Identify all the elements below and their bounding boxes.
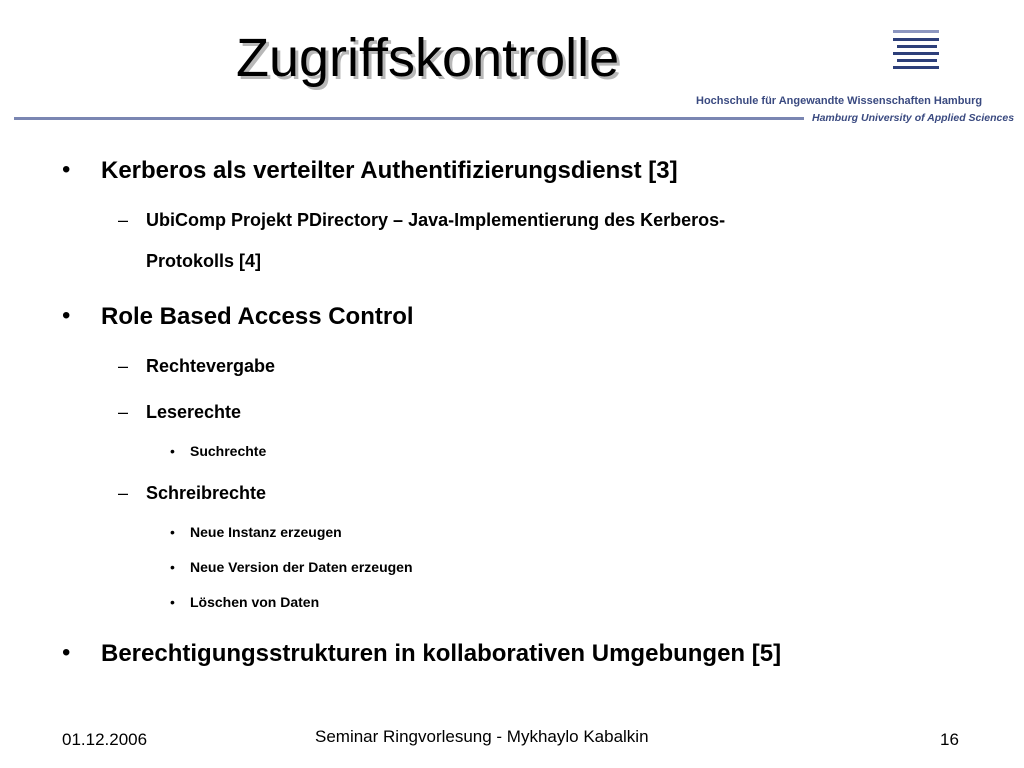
- bullet-text: Role Based Access Control: [101, 303, 414, 330]
- bullet-text: Rechtevergabe: [146, 356, 276, 376]
- bullet-marker: •: [170, 594, 175, 610]
- footer-date: 01.12.2006: [62, 730, 148, 749]
- bullet-text-continued: Protokolls [4]: [146, 251, 262, 271]
- bullet-text: UbiComp Projekt PDirectory – Java-Implementierung des Kerberos-: [146, 210, 726, 230]
- dash-marker: –: [118, 210, 129, 230]
- bullet-text: Kerberos als verteilter Authentifizierungsdienst [3]: [101, 157, 678, 184]
- dash-marker: –: [118, 402, 129, 422]
- bullet-marker: •: [62, 156, 71, 183]
- bullet-marker: •: [170, 524, 175, 540]
- bullet-marker: •: [62, 639, 71, 666]
- bullet-marker: •: [170, 559, 175, 575]
- dash-marker: –: [118, 356, 129, 376]
- bullet-text: Neue Version der Daten erzeugen: [190, 559, 413, 575]
- slide-title: Zugriffskontrolle: [236, 28, 620, 88]
- bullet-marker: •: [170, 443, 175, 459]
- university-name-en: Hamburg University of Applied Sciences: [812, 112, 1015, 124]
- dash-marker: –: [118, 483, 129, 503]
- bullet-text: Löschen von Daten: [190, 594, 320, 610]
- bullet-marker: •: [62, 302, 71, 329]
- bullet-text: Suchrechte: [190, 443, 267, 459]
- bullet-text: Neue Instanz erzeugen: [190, 524, 342, 540]
- page-number: 16: [940, 730, 959, 749]
- footer-presenter: Seminar Ringvorlesung - Mykhaylo Kabalkin: [315, 727, 649, 746]
- bullet-text: Berechtigungsstrukturen in kollaborativen Umgebungen [5]: [101, 640, 782, 667]
- bullet-text: Schreibrechte: [146, 483, 267, 503]
- university-name-de: Hochschule für Angewandte Wissenschaften Hamburg: [696, 95, 983, 107]
- bullet-text: Leserechte: [146, 402, 242, 422]
